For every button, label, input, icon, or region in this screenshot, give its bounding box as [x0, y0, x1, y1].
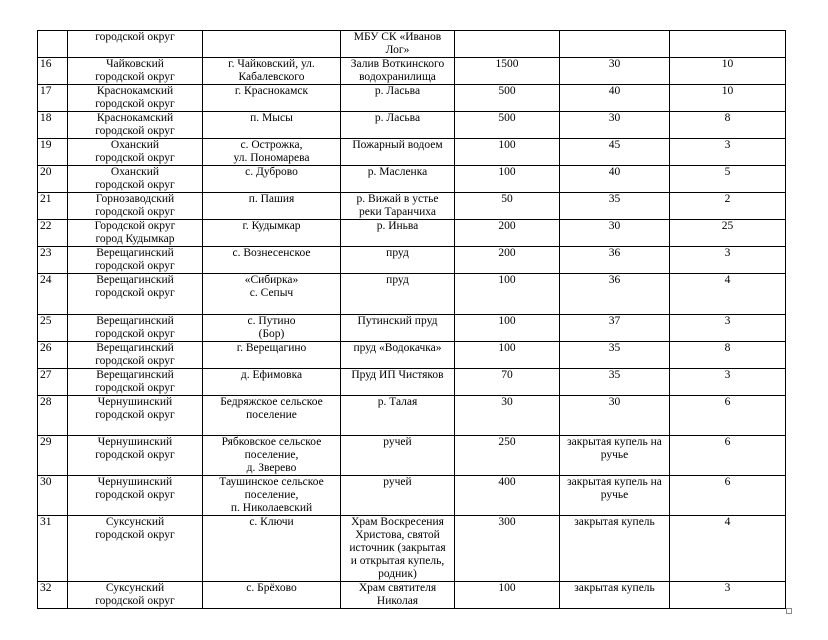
place-cell: п. Пашия [203, 193, 341, 220]
district-cell: Оханский городской округ [68, 139, 203, 166]
place-cell: Рябковское сельское поселение, д. Зверево [203, 436, 341, 476]
staff-cell: 3 [670, 139, 786, 166]
table-row [38, 112, 786, 139]
staff-cell: 3 [670, 582, 786, 609]
locations-table [37, 30, 786, 609]
district-cell: Верещагинский городской округ [68, 369, 203, 396]
water-cell: МБУ СК «Иванов Лог» [341, 31, 455, 58]
staff-cell: 5 [670, 166, 786, 193]
row-number [38, 31, 68, 58]
row-number: 24 [38, 274, 68, 315]
staff-cell: 3 [670, 315, 786, 342]
row-number: 26 [38, 342, 68, 369]
depth-cell: 37 [560, 315, 670, 342]
row-number: 32 [38, 582, 68, 609]
district-cell: Чернушинский городской округ [68, 436, 203, 476]
depth-cell: 30 [560, 396, 670, 436]
staff-cell: 2 [670, 193, 786, 220]
people-cell: 200 [455, 220, 560, 247]
depth-cell: 30 [560, 58, 670, 85]
depth-cell: закрытая купель на ручье [560, 436, 670, 476]
table-row [38, 139, 786, 166]
district-cell: Верещагинский городской округ [68, 315, 203, 342]
row-number: 16 [38, 58, 68, 85]
people-cell: 400 [455, 476, 560, 516]
district-cell: Суксунский городской округ [68, 516, 203, 582]
people-cell: 1500 [455, 58, 560, 85]
place-cell: с. Путино (Бор) [203, 315, 341, 342]
staff-cell: 25 [670, 220, 786, 247]
people-cell: 100 [455, 315, 560, 342]
people-cell: 100 [455, 166, 560, 193]
water-cell: р. Ласьва [341, 112, 455, 139]
place-cell: «Сибирка» с. Сепыч [203, 274, 341, 315]
staff-cell: 10 [670, 58, 786, 85]
water-cell: пруд [341, 247, 455, 274]
row-number: 20 [38, 166, 68, 193]
water-cell: Залив Воткинского водохранилища [341, 58, 455, 85]
table-row [38, 31, 786, 58]
row-number: 17 [38, 85, 68, 112]
row-number: 31 [38, 516, 68, 582]
people-cell: 100 [455, 582, 560, 609]
district-cell: Краснокамский городской округ [68, 85, 203, 112]
staff-cell: 10 [670, 85, 786, 112]
table-row [38, 247, 786, 274]
depth-cell [560, 31, 670, 58]
place-cell [203, 31, 341, 58]
place-cell: Таушинское сельское поселение, п. Николаевский [203, 476, 341, 516]
staff-cell: 4 [670, 516, 786, 582]
district-cell: Горнозаводский городской округ [68, 193, 203, 220]
people-cell: 250 [455, 436, 560, 476]
place-cell: с. Острожка, ул. Пономарева [203, 139, 341, 166]
table-row [38, 166, 786, 193]
district-cell: Суксунский городской округ [68, 582, 203, 609]
water-cell: Путинский пруд [341, 315, 455, 342]
row-number: 23 [38, 247, 68, 274]
table-row [38, 582, 786, 609]
depth-cell: закрытая купель [560, 582, 670, 609]
place-cell: Бедряжское сельское поселение [203, 396, 341, 436]
depth-cell: 30 [560, 220, 670, 247]
place-cell: п. Мысы [203, 112, 341, 139]
place-cell: с. Вознесенское [203, 247, 341, 274]
district-cell: Чернушинский городской округ [68, 476, 203, 516]
district-cell: Верещагинский городской округ [68, 274, 203, 315]
table-row [38, 85, 786, 112]
depth-cell: 40 [560, 166, 670, 193]
water-cell: р. Ласьва [341, 85, 455, 112]
row-number: 28 [38, 396, 68, 436]
water-cell: пруд [341, 274, 455, 315]
district-cell: Верещагинский городской округ [68, 247, 203, 274]
row-number: 30 [38, 476, 68, 516]
depth-cell: 36 [560, 274, 670, 315]
people-cell: 200 [455, 247, 560, 274]
row-number: 25 [38, 315, 68, 342]
water-cell: Пожарный водоем [341, 139, 455, 166]
water-cell: р. Вижай в устье реки Таранчиха [341, 193, 455, 220]
water-cell: р. Масленка [341, 166, 455, 193]
row-number: 21 [38, 193, 68, 220]
place-cell: г. Краснокамск [203, 85, 341, 112]
table-row [38, 342, 786, 369]
district-cell: Городской округ город Кудымкар [68, 220, 203, 247]
row-number: 18 [38, 112, 68, 139]
staff-cell: 6 [670, 476, 786, 516]
district-cell: Чайковский городской округ [68, 58, 203, 85]
staff-cell: 4 [670, 274, 786, 315]
place-cell: г. Верещагино [203, 342, 341, 369]
water-cell: р. Талая [341, 396, 455, 436]
row-number: 27 [38, 369, 68, 396]
table-row [38, 396, 786, 436]
depth-cell: 40 [560, 85, 670, 112]
row-number: 22 [38, 220, 68, 247]
people-cell: 500 [455, 112, 560, 139]
table-row [38, 369, 786, 396]
paragraph-end-mark [786, 608, 792, 614]
table-row [38, 436, 786, 476]
water-cell: ручей [341, 476, 455, 516]
row-number: 19 [38, 139, 68, 166]
place-cell: г. Кудымкар [203, 220, 341, 247]
depth-cell: 35 [560, 193, 670, 220]
table-row [38, 58, 786, 85]
table-row [38, 220, 786, 247]
people-cell: 50 [455, 193, 560, 220]
district-cell: Верещагинский городской округ [68, 342, 203, 369]
staff-cell [670, 31, 786, 58]
people-cell: 70 [455, 369, 560, 396]
staff-cell: 3 [670, 369, 786, 396]
district-cell: Чернушинский городской округ [68, 396, 203, 436]
water-cell: Храм святителя Николая [341, 582, 455, 609]
row-number: 29 [38, 436, 68, 476]
table-row [38, 315, 786, 342]
people-cell: 100 [455, 274, 560, 315]
district-cell: городской округ [68, 31, 203, 58]
staff-cell: 6 [670, 436, 786, 476]
depth-cell: 35 [560, 342, 670, 369]
place-cell: д. Ефимовка [203, 369, 341, 396]
depth-cell: 35 [560, 369, 670, 396]
people-cell: 300 [455, 516, 560, 582]
depth-cell: 45 [560, 139, 670, 166]
district-cell: Краснокамский городской округ [68, 112, 203, 139]
place-cell: г. Чайковский, ул. Кабалевского [203, 58, 341, 85]
district-cell: Оханский городской округ [68, 166, 203, 193]
water-cell: р. Иньва [341, 220, 455, 247]
water-cell: Пруд ИП Чистяков [341, 369, 455, 396]
table-row [38, 476, 786, 516]
people-cell: 100 [455, 342, 560, 369]
place-cell: с. Брёхово [203, 582, 341, 609]
staff-cell: 8 [670, 342, 786, 369]
depth-cell: закрытая купель [560, 516, 670, 582]
table-row [38, 274, 786, 315]
depth-cell: 30 [560, 112, 670, 139]
water-cell: Храм Воскресения Христова, святой источник (закрытая и открытая купель, родник) [341, 516, 455, 582]
table-row [38, 193, 786, 220]
place-cell: с. Ключи [203, 516, 341, 582]
staff-cell: 3 [670, 247, 786, 274]
water-cell: ручей [341, 436, 455, 476]
water-cell: пруд «Водокачка» [341, 342, 455, 369]
table-row [38, 516, 786, 582]
staff-cell: 6 [670, 396, 786, 436]
depth-cell: закрытая купель на ручье [560, 476, 670, 516]
people-cell [455, 31, 560, 58]
staff-cell: 8 [670, 112, 786, 139]
people-cell: 500 [455, 85, 560, 112]
place-cell: с. Дуброво [203, 166, 341, 193]
people-cell: 100 [455, 139, 560, 166]
depth-cell: 36 [560, 247, 670, 274]
people-cell: 30 [455, 396, 560, 436]
